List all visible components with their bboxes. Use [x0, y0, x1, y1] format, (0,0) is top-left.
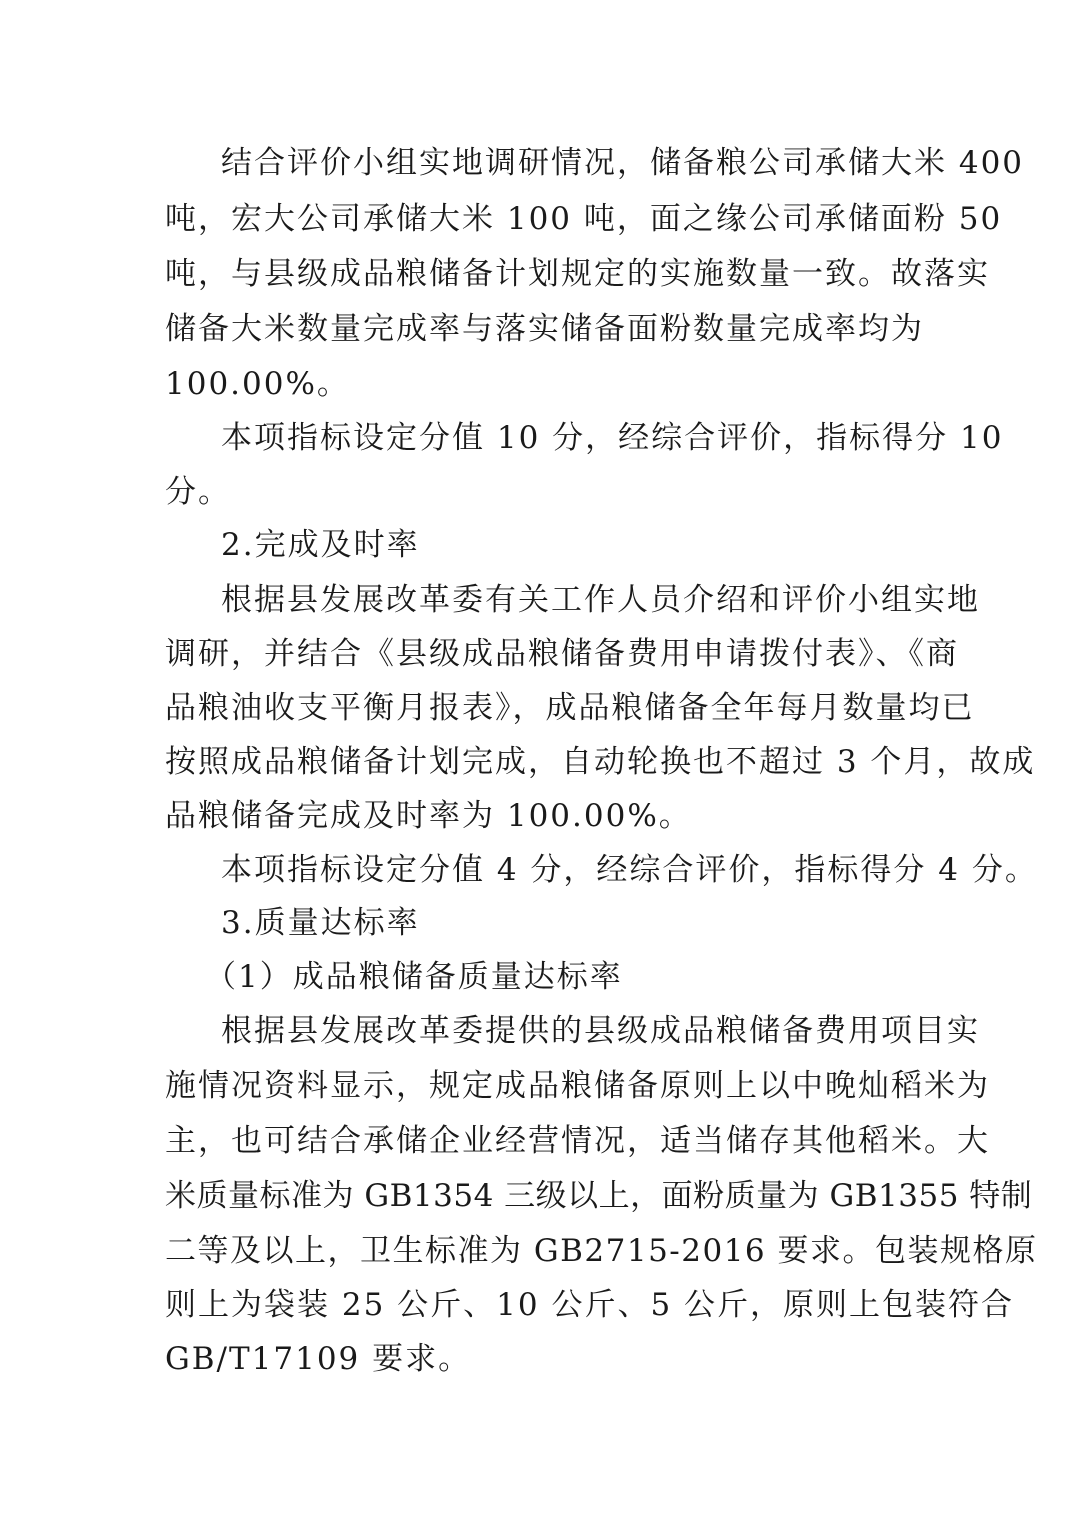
section-heading: 2.完成及时率: [221, 527, 420, 563]
paragraph-line: 吨，与县级成品粮储备计划规定的实施数量一致。故落实: [165, 256, 990, 292]
paragraph-line: 则上为袋装 25 公斤、10 公斤、5 公斤，原则上包装符合: [165, 1287, 1015, 1323]
paragraph-line: 主，也可结合承储企业经营情况，适当储存其他稻米。大: [165, 1123, 990, 1159]
paragraph-line: 储备大米数量完成率与落实储备面粉数量完成率均为: [165, 311, 924, 347]
paragraph-line: 调研，并结合《县级成品粮储备费用申请拨付表》、《商: [165, 636, 959, 672]
paragraph-line: 米质量标准为 GB1354 三级以上，面粉质量为 GB1355 特制: [165, 1178, 1033, 1214]
paragraph-line: 分。: [165, 474, 231, 510]
paragraph-line: 根据县发展改革委提供的县级成品粮储备费用项目实: [221, 1013, 980, 1049]
paragraph-line: 100.00%。: [165, 366, 350, 402]
paragraph-line: 本项指标设定分值 4 分，经综合评价，指标得分 4 分。: [221, 852, 1038, 888]
paragraph-line: 吨，宏大公司承储大米 100 吨，面之缘公司承储面粉 50: [165, 201, 1003, 237]
paragraph-line: 二等及以上，卫生标准为 GB2715-2016 要求。包装规格原: [165, 1233, 1038, 1269]
paragraph-line: 按照成品粮储备计划完成，自动轮换也不超过 3 个月，故成: [165, 744, 1036, 780]
paragraph-line: 品粮储备完成及时率为 100.00%。: [165, 798, 692, 834]
paragraph-line: 施情况资料显示，规定成品粮储备原则上以中晚灿稻米为: [165, 1068, 990, 1104]
paragraph-line: 本项指标设定分值 10 分，经综合评价，指标得分 10: [221, 420, 1004, 456]
section-heading: 3.质量达标率: [221, 905, 420, 941]
subsection-heading: （1）成品粮储备质量达标率: [205, 959, 623, 995]
paragraph-line: GB/T17109 要求。: [165, 1341, 472, 1377]
paragraph-line: 根据县发展改革委有关工作人员介绍和评价小组实地: [221, 582, 980, 618]
paragraph-line: 品粮油收支平衡月报表》，成品粮储备全年每月数量均已: [165, 690, 975, 726]
paragraph-line: 结合评价小组实地调研情况，储备粮公司承储大米 400: [221, 145, 1025, 181]
